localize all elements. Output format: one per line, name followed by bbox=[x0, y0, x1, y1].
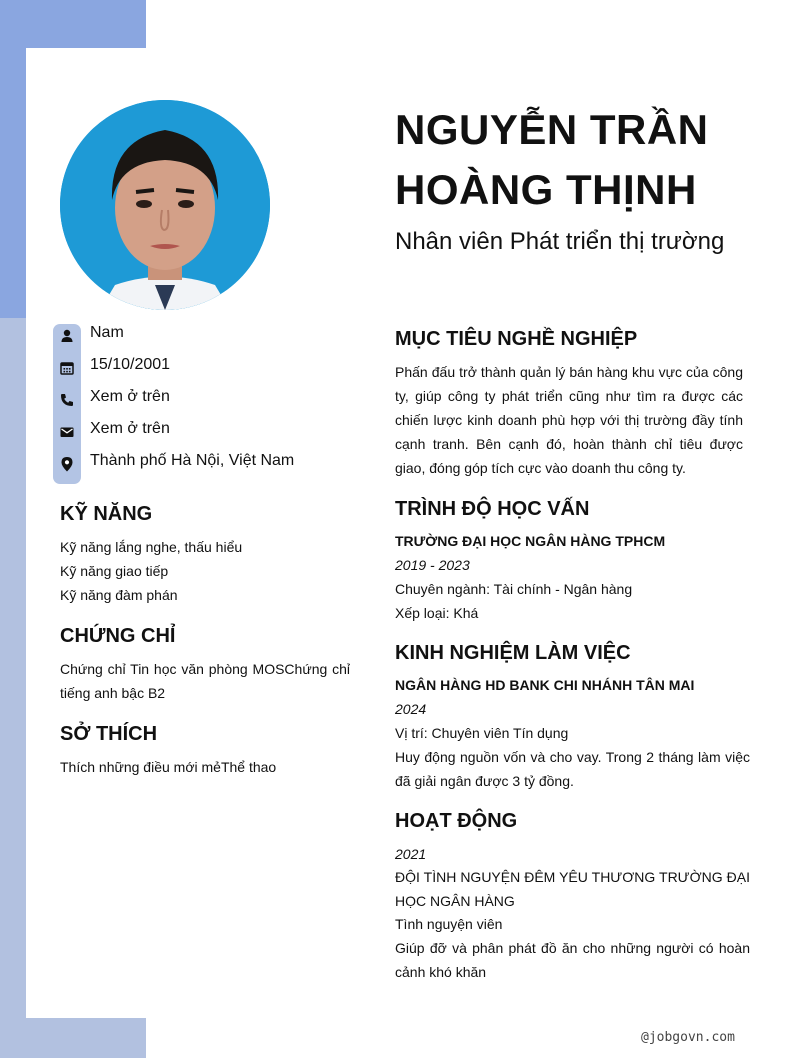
contact-address bbox=[53, 450, 353, 482]
experience-company: NGÂN HÀNG HD BANK CHI NHÁNH TÂN MAI bbox=[395, 677, 695, 693]
education-heading: TRÌNH ĐỘ HỌC VẤN bbox=[395, 498, 590, 520]
contact-phone-text: Xem ở trên bbox=[90, 388, 170, 405]
contact-birthday bbox=[53, 354, 353, 386]
contact-gender bbox=[53, 322, 353, 354]
hobbies-heading: SỞ THÍCH bbox=[60, 723, 158, 745]
email-icon bbox=[59, 424, 75, 440]
activities-description: Giúp đỡ và phân phát đồ ăn cho những người có hoàn cảnh khó khăn bbox=[395, 940, 750, 980]
skill-item: Kỹ năng đàm phán bbox=[60, 587, 178, 603]
skill-item: Kỹ năng lắng nghe, thấu hiểu bbox=[60, 539, 243, 555]
activities-role: Tình nguyện viên bbox=[395, 916, 503, 932]
candidate-name bbox=[395, 100, 755, 220]
skill-item: Kỹ năng giao tiếp bbox=[60, 563, 169, 579]
contact-email bbox=[53, 418, 353, 450]
experience-heading: KINH NGHIỆM LÀM VIỆC bbox=[395, 642, 631, 664]
contact-phone bbox=[53, 386, 353, 418]
watermark: @jobgovn.com bbox=[641, 1030, 735, 1045]
education-major: Chuyên ngành: Tài chính - Ngân hàng bbox=[395, 581, 633, 597]
objective-heading: MỤC TIÊU NGHỀ NGHIỆP bbox=[395, 328, 638, 350]
objective-text: Phấn đấu trở thành quản lý bán hàng khu vực của công ty, giúp công ty phát triển cũng như tìm ra được các chiến lược kinh doanh phù hợp với thị trường đầy tính cạnh tranh. Bên cạnh đó, hoàn thành chỉ tiêu được giao, đóng góp tích cực vào doanh thu công ty. bbox=[395, 364, 743, 476]
contact-address-text: Thành phố Hà Nội, Việt Nam bbox=[90, 452, 295, 469]
activities-heading: HOẠT ĐỘNG bbox=[395, 810, 518, 832]
person-icon bbox=[59, 328, 75, 344]
decor-bar-left bbox=[0, 318, 26, 1058]
contact-gender-text: Nam bbox=[90, 324, 124, 341]
profile-photo bbox=[60, 100, 270, 310]
portrait-illustration bbox=[60, 100, 270, 310]
calendar-icon bbox=[59, 360, 75, 376]
activities-organization: ĐỘI TÌNH NGUYỆN ĐÊM YÊU THƯƠNG TRƯỜNG ĐẠI HỌC NGÂN HÀNG bbox=[395, 869, 750, 909]
activities-year: 2021 bbox=[395, 846, 427, 862]
certificates-text: Chứng chỉ Tin học văn phòng MOSChứng chỉ tiếng anh bậc B2 bbox=[60, 661, 350, 701]
phone-icon bbox=[59, 392, 75, 408]
candidate-name-line1: NGUYỄN TRẦN bbox=[395, 106, 709, 153]
decor-bar-bottom bbox=[0, 1018, 146, 1058]
experience-period: 2024 bbox=[395, 701, 427, 717]
contact-birthday-text: 15/10/2001 bbox=[90, 356, 171, 373]
skills-heading: KỸ NĂNG bbox=[60, 503, 153, 525]
experience-description: Huy động nguồn vốn và cho vay. Trong 2 tháng làm việc đã giải ngân được 3 tỷ đồng. bbox=[395, 749, 750, 789]
education-grade: Xếp loại: Khá bbox=[395, 605, 479, 621]
certificates-heading: CHỨNG CHỈ bbox=[60, 625, 176, 647]
contact-email-text: Xem ở trên bbox=[90, 420, 170, 437]
candidate-title: Nhân viên Phát triển thị trường bbox=[395, 228, 725, 255]
candidate-name-line2: HOÀNG THỊNH bbox=[395, 166, 697, 213]
hobbies-text: Thích những điều mới mẻThể thao bbox=[60, 759, 277, 775]
location-icon bbox=[59, 456, 75, 472]
experience-position: Vị trí: Chuyên viên Tín dụng bbox=[395, 725, 569, 741]
education-period: 2019 - 2023 bbox=[395, 557, 470, 573]
education-school: TRƯỜNG ĐẠI HỌC NGÂN HÀNG TPHCM bbox=[395, 533, 666, 549]
